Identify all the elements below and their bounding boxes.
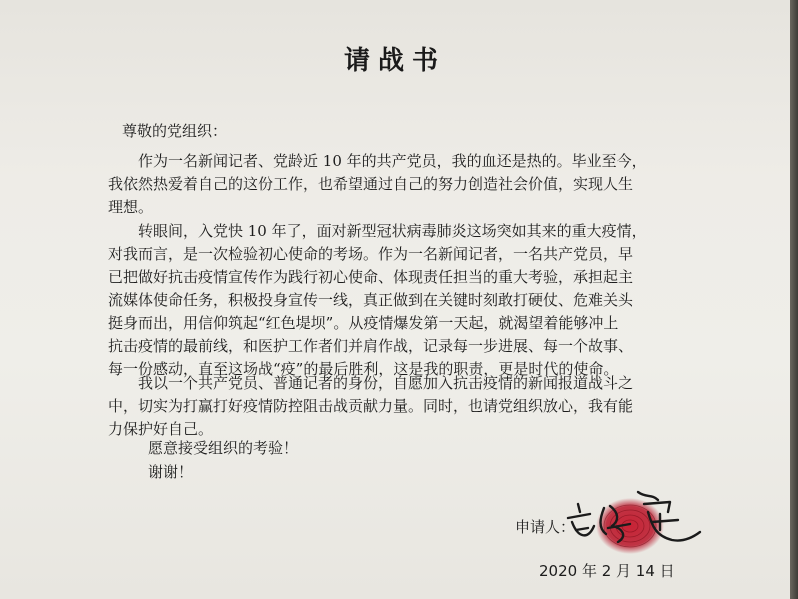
applicant-label: 申请人：	[515, 518, 576, 536]
paragraph-line: 流媒体使命任务，积极投身宣传一线，真正做到在关键时刻敢打硬仗、危难关头	[108, 291, 634, 309]
paragraph-line: 每一份感动，直至这场战“疫”的最后胜利，这是我的职责，更是时代的使命。	[108, 360, 619, 378]
paragraph-line: 转眼间，入党快 10 年了，面对新型冠状病毒肺炎这场突如其来的重大疫情，	[108, 222, 647, 240]
paragraph-line: 理想。	[108, 198, 154, 216]
paragraph-line: 中，切实为打赢打好疫情防控阻击战贡献力量。同时，也请党组织放心，我有能	[108, 397, 634, 415]
paper-edge-shadow	[790, 0, 798, 599]
paragraph-line: 已把做好抗击疫情宣传作为践行初心使命、体现责任担当的重大考验，承担起主	[108, 268, 634, 286]
paragraph-2	[108, 220, 698, 381]
paragraph-line: 抗击疫情的最前线，和医护工作者们并肩作战，记录每一步进展、每一个故事、	[108, 337, 634, 355]
paragraph-line: 力保护好自己。	[108, 420, 214, 438]
thanks-line: 谢谢！	[148, 463, 194, 481]
paragraph-line: 挺身而出，用信仰筑起“红色堤坝”。从疫情爆发第一天起，就渴望着能够冲上	[108, 314, 619, 332]
document-date: 2020 年 2 月 14 日	[539, 562, 675, 580]
paragraph-3	[108, 372, 698, 441]
document-title: 请战书	[343, 46, 446, 76]
salutation: 尊敬的党组织：	[122, 122, 228, 140]
paragraph-line: 我以一个共产党员、普通记者的身份，自愿加入抗击疫情的新闻报道战斗之	[108, 374, 634, 392]
paragraph-1	[108, 150, 698, 219]
paragraph-line: 作为一名新闻记者、党龄近 10 年的共产党员，我的血还是热的。毕业至今，	[108, 152, 647, 170]
paragraph-line: 对我而言，是一次检验初心使命的考场。作为一名新闻记者，一名共产党员，早	[108, 245, 634, 263]
accept-line: 愿意接受组织的考验！	[148, 439, 299, 457]
paragraph-line: 我依然热爱着自己的这份工作，也希望通过自己的努力创造社会价值，实现人生	[108, 175, 634, 193]
signature-with-fingerprint	[560, 478, 710, 556]
